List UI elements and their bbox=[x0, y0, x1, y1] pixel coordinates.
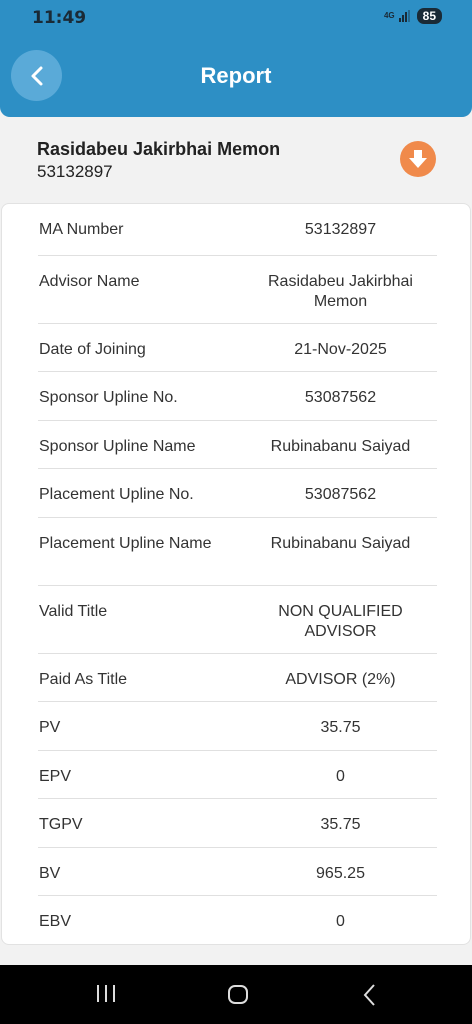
detail-row-epv bbox=[38, 751, 437, 799]
detail-label: Date of Joining bbox=[39, 341, 146, 358]
detail-value: 965.25 bbox=[316, 865, 365, 882]
home-icon[interactable] bbox=[226, 983, 250, 1007]
detail-row-placement-upline-no bbox=[38, 469, 437, 518]
detail-label: Sponsor Upline Name bbox=[39, 438, 196, 455]
network-type: 4G bbox=[383, 11, 395, 20]
advisor-header bbox=[0, 117, 472, 203]
detail-row-placement-upline-name bbox=[38, 518, 437, 586]
detail-row-advisor-name bbox=[38, 256, 437, 324]
detail-label: Placement Upline Name bbox=[39, 535, 212, 552]
detail-label: MA Number bbox=[39, 221, 124, 238]
detail-label: PV bbox=[39, 719, 61, 736]
detail-value: 53132897 bbox=[304, 221, 377, 238]
detail-row-pv bbox=[38, 702, 437, 751]
detail-value: Rasidabeu Jakirbhai Memon bbox=[268, 273, 413, 310]
detail-row-tgpv bbox=[38, 799, 437, 848]
detail-label: TGPV bbox=[39, 816, 83, 833]
download-icon bbox=[408, 148, 428, 170]
detail-label: Valid Title bbox=[39, 603, 108, 620]
detail-label: EBV bbox=[39, 913, 72, 930]
detail-value: Rubinabanu Saiyad bbox=[270, 535, 411, 552]
status-icons bbox=[384, 8, 442, 24]
detail-value: ADVISOR (2%) bbox=[285, 671, 396, 688]
back-nav-icon[interactable] bbox=[362, 983, 378, 1007]
detail-value: 21-Nov-2025 bbox=[294, 341, 387, 358]
detail-row-sponsor-upline-no bbox=[38, 372, 437, 421]
system-nav-bar bbox=[0, 965, 472, 1024]
detail-row-valid-title bbox=[38, 586, 437, 654]
app-bar bbox=[0, 34, 472, 117]
detail-row-sponsor-upline-name bbox=[38, 421, 437, 469]
detail-label: Sponsor Upline No. bbox=[39, 389, 178, 406]
detail-row-ebv bbox=[38, 896, 437, 944]
status-bar bbox=[0, 0, 472, 34]
page-title: Report bbox=[200, 63, 272, 88]
detail-value: Rubinabanu Saiyad bbox=[270, 438, 411, 455]
detail-value: NON QUALIFIED ADVISOR bbox=[278, 603, 403, 640]
advisor-name: Rasidabeu Jakirbhai Memon bbox=[37, 139, 281, 159]
detail-label: Advisor Name bbox=[39, 273, 140, 290]
detail-label: EPV bbox=[39, 768, 72, 785]
detail-value: 35.75 bbox=[320, 719, 361, 736]
recent-apps-icon[interactable] bbox=[95, 983, 117, 1005]
detail-row-paid-as-title bbox=[38, 654, 437, 702]
detail-row-bv bbox=[38, 848, 437, 896]
detail-value: 0 bbox=[336, 768, 345, 785]
status-time: 11:49 bbox=[32, 8, 87, 28]
signal-icon bbox=[399, 10, 410, 22]
download-button[interactable] bbox=[400, 141, 436, 177]
detail-row-date-of-joining bbox=[38, 324, 437, 372]
detail-value: 53087562 bbox=[304, 389, 377, 406]
detail-label: Placement Upline No. bbox=[39, 486, 194, 503]
advisor-id: 53132897 bbox=[37, 162, 113, 181]
detail-value: 35.75 bbox=[320, 816, 361, 833]
detail-label: Paid As Title bbox=[39, 671, 128, 688]
detail-value: 0 bbox=[336, 913, 345, 930]
detail-value: 53087562 bbox=[304, 486, 377, 503]
report-details-card bbox=[1, 203, 471, 945]
detail-label: BV bbox=[39, 865, 61, 882]
detail-row-ma-number bbox=[38, 204, 437, 256]
battery-icon: 85 bbox=[417, 8, 442, 24]
